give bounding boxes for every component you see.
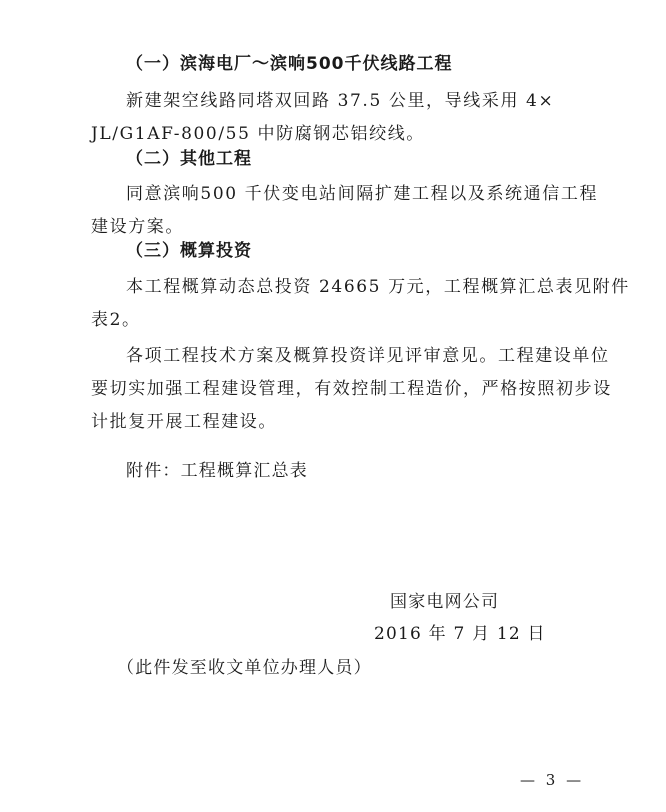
text-line: 同意滨响500 千伏变电站间隔扩建工程以及系统通信工程 (126, 184, 599, 204)
attachment-note: 附件：工程概算汇总表 (126, 461, 308, 481)
paragraph-requirements-cont (91, 373, 612, 439)
distribution-note: （此件发至收文单位办理人员） (117, 658, 372, 678)
section-heading-line-project: （一）滨海电厂～滨响500千伏线路工程 (126, 54, 453, 74)
text-line: 表2。 (91, 310, 141, 330)
text-line: 要切实加强工程建设管理，有效控制工程造价，严格按照初步设 (91, 379, 612, 399)
section-body-budget-cont (91, 304, 141, 337)
section-heading-other-works: （二）其他工程 (126, 149, 252, 169)
text-line: 计批复开展工程建设。 (91, 412, 277, 432)
text-line: 新建架空线路同塔双回路 37.5 公里，导线采用 4× (126, 91, 555, 111)
section-body-budget (126, 271, 630, 304)
paragraph-requirements (126, 340, 610, 373)
text-line: JL/G1AF-800/55 中防腐钢芯铝绞线。 (91, 124, 425, 144)
section-body-other-works (126, 178, 598, 211)
page-number: — 3 — (520, 771, 585, 789)
text-line: 建设方案。 (91, 217, 184, 237)
issue-date: 2016 年 7 月 12 日 (374, 624, 546, 644)
section-body-line-project-cont (91, 118, 425, 151)
issuer-name: 国家电网公司 (390, 592, 500, 612)
text-line: 各项工程技术方案及概算投资详见评审意见。工程建设单位 (126, 346, 610, 366)
section-body-line-project (126, 85, 554, 118)
text-line: 本工程概算动态总投资 24665 万元，工程概算汇总表见附件 (126, 277, 630, 297)
section-heading-budget: （三）概算投资 (126, 241, 252, 261)
